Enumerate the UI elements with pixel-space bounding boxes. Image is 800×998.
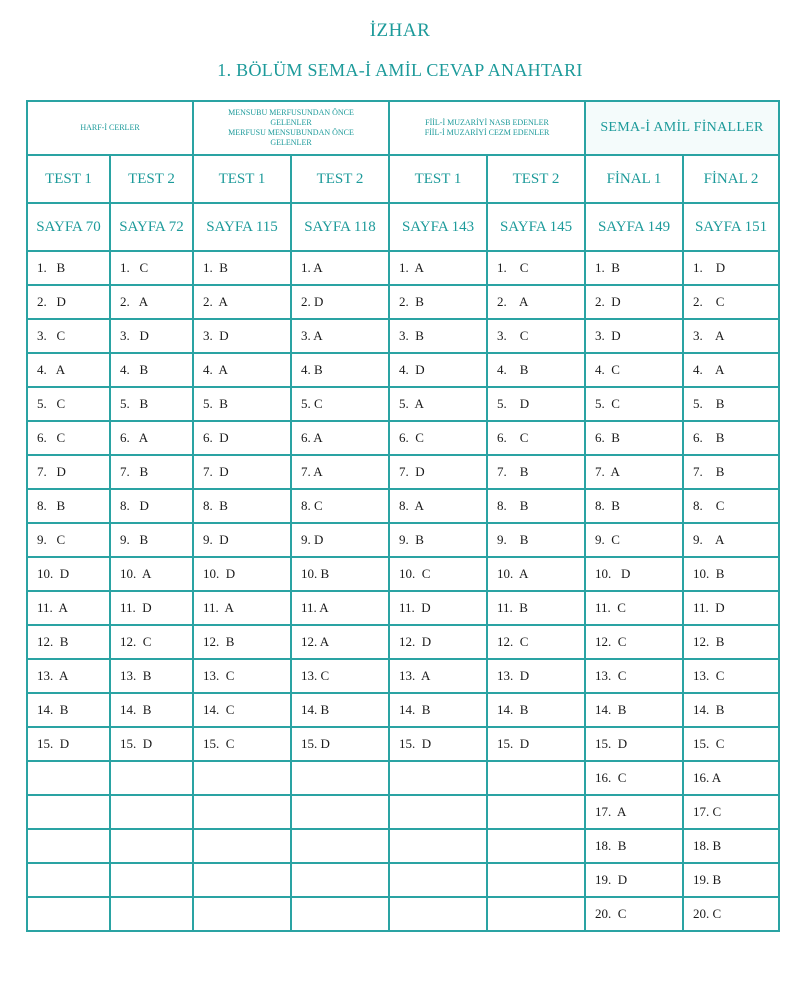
answer-cell: 11. A	[193, 591, 291, 625]
table-row	[27, 489, 779, 523]
group-header-line: GELENLER	[270, 138, 312, 147]
answer-cell: 15. C	[193, 727, 291, 761]
answer-cell	[27, 829, 110, 863]
answer-cell: 14. C	[193, 693, 291, 727]
answer-cell: 15. D	[27, 727, 110, 761]
table-row	[27, 863, 779, 897]
answer-cell: 8. B	[585, 489, 683, 523]
answer-cell: 15. D	[389, 727, 487, 761]
answer-cell: 9. D	[291, 523, 389, 557]
answer-cell: 7. B	[487, 455, 585, 489]
answer-cell: 11. C	[585, 591, 683, 625]
answer-cell	[389, 795, 487, 829]
test-header-row	[27, 155, 779, 203]
answer-cell	[27, 761, 110, 795]
table-row	[27, 285, 779, 319]
page-header-cell: SAYFA 143	[389, 203, 487, 251]
answer-cell: 13. A	[389, 659, 487, 693]
table-row	[27, 829, 779, 863]
answer-cell	[389, 761, 487, 795]
answer-cell: 2. A	[110, 285, 193, 319]
answer-cell: 12. C	[487, 625, 585, 659]
page-header-cell: SAYFA 72	[110, 203, 193, 251]
answer-cell: 4. B	[110, 353, 193, 387]
group-header-1	[27, 101, 193, 155]
answer-cell: 10. D	[193, 557, 291, 591]
answer-cell: 5. D	[487, 387, 585, 421]
answer-cell: 5. C	[585, 387, 683, 421]
answer-cell: 5. A	[389, 387, 487, 421]
group-header-line: MENSUBU MERFUSUNDAN ÖNCE	[228, 108, 354, 117]
table-row	[27, 523, 779, 557]
answer-key-table	[26, 100, 780, 932]
answer-cell	[27, 863, 110, 897]
answer-cell: 16. C	[585, 761, 683, 795]
table-row	[27, 591, 779, 625]
answer-cell: 15. C	[683, 727, 779, 761]
answer-cell: 14. B	[585, 693, 683, 727]
answer-cell: 1. A	[389, 251, 487, 285]
answer-cell	[487, 897, 585, 931]
table-row	[27, 625, 779, 659]
answer-cell: 1. C	[110, 251, 193, 285]
answer-cell: 9. D	[193, 523, 291, 557]
answer-cell: 12. C	[585, 625, 683, 659]
answer-cell: 10. C	[389, 557, 487, 591]
answer-cell: 17. A	[585, 795, 683, 829]
answer-cell: 18. B	[683, 829, 779, 863]
answer-cell: 20. C	[683, 897, 779, 931]
page-header-cell: SAYFA 118	[291, 203, 389, 251]
answer-cell	[291, 795, 389, 829]
table-row	[27, 761, 779, 795]
answer-cell	[27, 795, 110, 829]
answer-cell: 2. D	[585, 285, 683, 319]
answer-cell: 20. C	[585, 897, 683, 931]
page-header-cell: SAYFA 151	[683, 203, 779, 251]
answer-cell: 19. D	[585, 863, 683, 897]
answer-cell	[27, 897, 110, 931]
answer-cell	[110, 863, 193, 897]
answer-cell: 1. B	[193, 251, 291, 285]
answer-cell: 3. D	[585, 319, 683, 353]
answer-cell: 1. C	[487, 251, 585, 285]
answer-cell	[193, 897, 291, 931]
answer-cell: 14. B	[487, 693, 585, 727]
answer-cell: 4. A	[193, 353, 291, 387]
group-header-4	[585, 101, 779, 155]
answer-cell: 9. B	[389, 523, 487, 557]
test-header-cell: TEST 2	[291, 155, 389, 203]
answer-cell: 12. C	[110, 625, 193, 659]
table-row	[27, 659, 779, 693]
answer-cell: 11. A	[27, 591, 110, 625]
answer-cell: 6. D	[193, 421, 291, 455]
answer-cell: 2. A	[487, 285, 585, 319]
page-header-cell: SAYFA 145	[487, 203, 585, 251]
page-header-cell: SAYFA 149	[585, 203, 683, 251]
answer-cell: 12. B	[27, 625, 110, 659]
answer-cell	[389, 897, 487, 931]
table-row	[27, 455, 779, 489]
answer-cell	[193, 761, 291, 795]
answer-cell: 10. B	[291, 557, 389, 591]
answer-cell: 6. A	[291, 421, 389, 455]
answer-cell: 11. D	[110, 591, 193, 625]
answer-cell: 1. B	[585, 251, 683, 285]
group-header-row	[27, 101, 779, 155]
page-header-cell: SAYFA 115	[193, 203, 291, 251]
test-header-cell: TEST 2	[487, 155, 585, 203]
answer-cell: 6. C	[27, 421, 110, 455]
answer-cell: 10. D	[585, 557, 683, 591]
answer-cell: 8. C	[291, 489, 389, 523]
answer-cell: 11. D	[389, 591, 487, 625]
answer-cell: 10. B	[683, 557, 779, 591]
answer-cell: 4. C	[585, 353, 683, 387]
answer-cell: 11. A	[291, 591, 389, 625]
answer-cell	[110, 761, 193, 795]
answer-cell: 12. B	[193, 625, 291, 659]
test-header-cell: TEST 1	[27, 155, 110, 203]
table-row	[27, 387, 779, 421]
answer-cell: 13. C	[291, 659, 389, 693]
answer-cell: 4. B	[487, 353, 585, 387]
page-title: İZHAR	[369, 20, 431, 41]
group-header-2	[193, 101, 389, 155]
answer-cell: 7. D	[389, 455, 487, 489]
answer-cell	[110, 829, 193, 863]
answer-cell	[389, 829, 487, 863]
answer-cell: 7. B	[110, 455, 193, 489]
group-header-line: MERFUSU MENSUBUNDAN ÖNCE	[228, 128, 354, 137]
page-subtitle: 1. BÖLÜM SEMA-İ AMİL CEVAP ANAHTARI	[217, 60, 583, 80]
answer-cell: 4. A	[683, 353, 779, 387]
answer-cell: 9. A	[683, 523, 779, 557]
answer-cell	[487, 795, 585, 829]
answer-cell: 10. D	[27, 557, 110, 591]
answer-cell: 7. B	[683, 455, 779, 489]
answer-cell: 11. D	[683, 591, 779, 625]
answer-cell: 13. C	[585, 659, 683, 693]
table-row	[27, 693, 779, 727]
answer-cell: 4. D	[389, 353, 487, 387]
answer-cell: 16. A	[683, 761, 779, 795]
answer-cell: 13. C	[683, 659, 779, 693]
answer-cell: 14. B	[27, 693, 110, 727]
page-header-cell: SAYFA 70	[27, 203, 110, 251]
answer-cell	[110, 897, 193, 931]
table-row	[27, 795, 779, 829]
answer-cell: 4. A	[27, 353, 110, 387]
answer-cell	[110, 795, 193, 829]
answer-cell: 18. B	[585, 829, 683, 863]
answer-cell: 3. C	[27, 319, 110, 353]
answer-cell: 6. C	[487, 421, 585, 455]
answer-cell: 9. B	[110, 523, 193, 557]
answer-cell: 11. B	[487, 591, 585, 625]
table-row	[27, 353, 779, 387]
group-header-line: HARF-İ CERLER	[80, 123, 140, 132]
answer-cell: 6. B	[683, 421, 779, 455]
answer-cell: 5. C	[291, 387, 389, 421]
answer-cell: 3. C	[487, 319, 585, 353]
answer-cell: 7. D	[193, 455, 291, 489]
answer-cell: 19. B	[683, 863, 779, 897]
answer-cell: 3. A	[291, 319, 389, 353]
answer-cell: 13. B	[110, 659, 193, 693]
answer-cell: 17. C	[683, 795, 779, 829]
answer-cell: 10. A	[110, 557, 193, 591]
answer-cell: 5. B	[193, 387, 291, 421]
test-header-cell: TEST 1	[193, 155, 291, 203]
table-row	[27, 557, 779, 591]
answer-cell: 1. D	[683, 251, 779, 285]
answer-cell	[487, 761, 585, 795]
answer-cell: 7. A	[585, 455, 683, 489]
group-header-line: FİİL-İ MUZARİYİ NASB EDENLER	[425, 118, 549, 127]
test-header-cell: TEST 2	[110, 155, 193, 203]
answer-cell: 15. D	[110, 727, 193, 761]
answer-cell: 3. B	[389, 319, 487, 353]
answer-cell: 8. B	[193, 489, 291, 523]
answer-cell: 7. A	[291, 455, 389, 489]
answer-cell: 14. B	[389, 693, 487, 727]
group-header-line: FİİL-İ MUZARİYİ CEZM EDENLER	[424, 128, 550, 137]
test-header-cell: FİNAL 1	[585, 155, 683, 203]
answer-cell	[487, 829, 585, 863]
test-header-cell: FİNAL 2	[683, 155, 779, 203]
table-row	[27, 421, 779, 455]
answer-cell: 15. D	[487, 727, 585, 761]
answer-cell: 2. C	[683, 285, 779, 319]
group-header-3	[389, 101, 585, 155]
page-header-row	[27, 203, 779, 251]
table-row	[27, 251, 779, 285]
answer-cell: 7. D	[27, 455, 110, 489]
answer-cell: 10. A	[487, 557, 585, 591]
table-row	[27, 897, 779, 931]
answer-cell	[487, 863, 585, 897]
answer-cell: 2. A	[193, 285, 291, 319]
answer-cell: 1. A	[291, 251, 389, 285]
answer-cell: 12. A	[291, 625, 389, 659]
answer-cell	[193, 795, 291, 829]
answer-cell: 9. C	[585, 523, 683, 557]
answer-cell	[291, 829, 389, 863]
answer-cell: 8. C	[683, 489, 779, 523]
group-header-line: SEMA-İ AMİL FİNALLER	[600, 120, 764, 135]
answer-cell: 12. D	[389, 625, 487, 659]
answer-cell	[193, 863, 291, 897]
answer-cell: 6. B	[585, 421, 683, 455]
answer-cell: 8. B	[487, 489, 585, 523]
answer-cell: 5. C	[27, 387, 110, 421]
answer-cell: 13. A	[27, 659, 110, 693]
answer-cell: 2. D	[291, 285, 389, 319]
answer-cell: 14. B	[291, 693, 389, 727]
answer-cell: 8. D	[110, 489, 193, 523]
answer-cell: 6. C	[389, 421, 487, 455]
answer-cell: 3. D	[193, 319, 291, 353]
answer-cell: 9. B	[487, 523, 585, 557]
answer-cell	[291, 863, 389, 897]
answer-cell: 5. B	[683, 387, 779, 421]
answer-cell	[291, 897, 389, 931]
answer-cell: 15. D	[585, 727, 683, 761]
answer-cell: 5. B	[110, 387, 193, 421]
test-header-cell: TEST 1	[389, 155, 487, 203]
answer-cell: 14. B	[110, 693, 193, 727]
answer-cell: 3. D	[110, 319, 193, 353]
answer-cell: 8. B	[27, 489, 110, 523]
group-header-line: GELENLER	[270, 118, 312, 127]
answer-cell: 1. B	[27, 251, 110, 285]
answer-cell: 13. D	[487, 659, 585, 693]
answer-cell: 9. C	[27, 523, 110, 557]
answer-cell: 4. B	[291, 353, 389, 387]
answer-cell: 3. A	[683, 319, 779, 353]
table-row	[27, 319, 779, 353]
answer-cell: 13. C	[193, 659, 291, 693]
answer-cell: 15. D	[291, 727, 389, 761]
answer-cell: 12. B	[683, 625, 779, 659]
answer-cell	[389, 863, 487, 897]
table-row	[27, 727, 779, 761]
answer-cell: 2. D	[27, 285, 110, 319]
answer-cell: 2. B	[389, 285, 487, 319]
answer-cell: 8. A	[389, 489, 487, 523]
answer-cell	[291, 761, 389, 795]
answer-cell: 6. A	[110, 421, 193, 455]
answer-cell	[193, 829, 291, 863]
answer-cell: 14. B	[683, 693, 779, 727]
